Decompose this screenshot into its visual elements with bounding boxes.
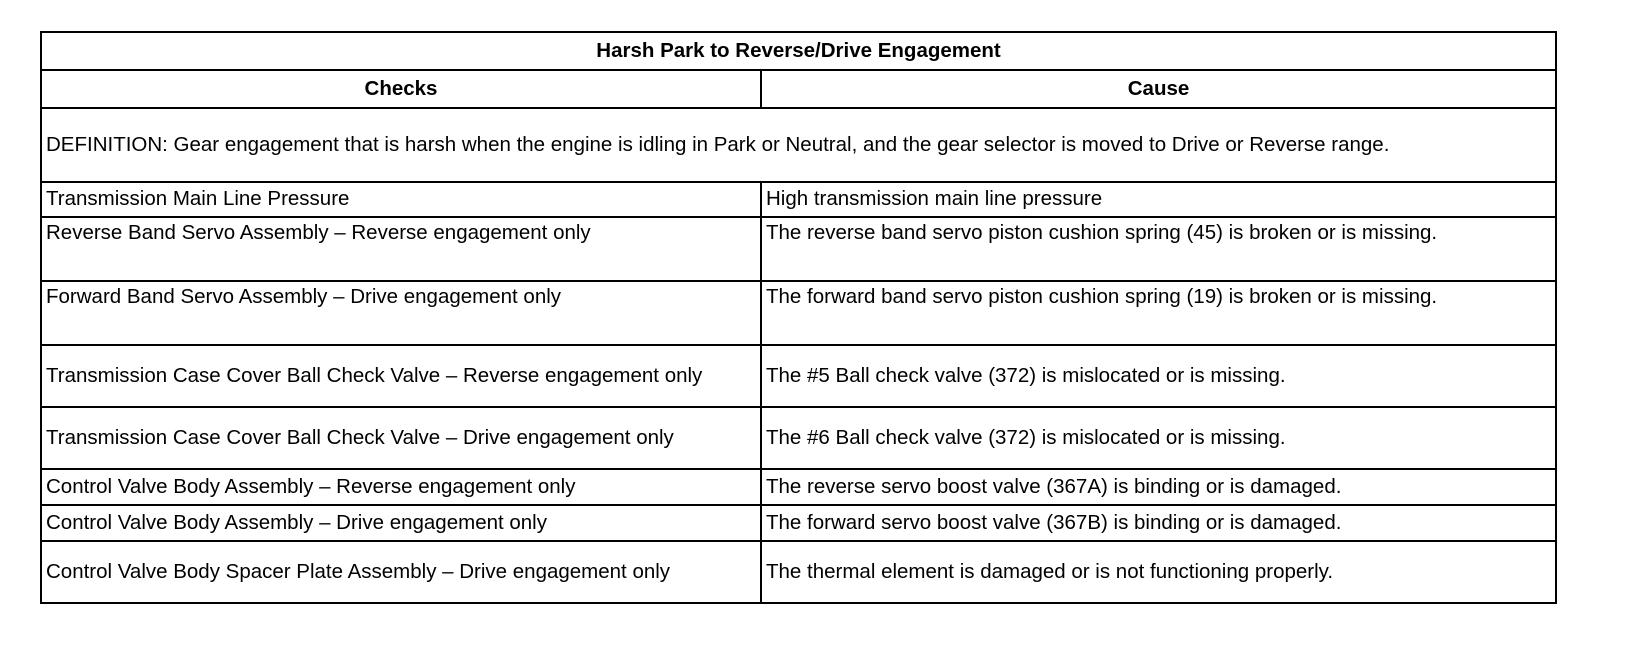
cause-cell: The #5 Ball check valve (372) is mislocated or is missing. xyxy=(761,345,1556,407)
table-row xyxy=(41,407,1556,469)
table-row xyxy=(41,469,1556,505)
table-row xyxy=(41,281,1556,345)
header-row xyxy=(41,70,1556,108)
check-cell: Control Valve Body Assembly – Drive engagement only xyxy=(41,505,761,541)
cause-cell: The thermal element is damaged or is not functioning properly. xyxy=(761,541,1556,603)
table-row xyxy=(41,541,1556,603)
cause-cell: The forward servo boost valve (367B) is binding or is damaged. xyxy=(761,505,1556,541)
cause-header: Cause xyxy=(761,70,1556,108)
table-title: Harsh Park to Reverse/Drive Engagement xyxy=(41,32,1556,70)
check-cell: Control Valve Body Assembly – Reverse engagement only xyxy=(41,469,761,505)
definition-row xyxy=(41,108,1556,182)
check-cell: Transmission Main Line Pressure xyxy=(41,182,761,217)
definition-text: DEFINITION: Gear engagement that is harsh when the engine is idling in Park or Neutral, and the gear selector is moved to Drive or Reverse range. xyxy=(41,108,1556,182)
check-cell: Transmission Case Cover Ball Check Valve – Drive engagement only xyxy=(41,407,761,469)
table-row xyxy=(41,345,1556,407)
table-row xyxy=(41,182,1556,217)
cause-cell: The forward band servo piston cushion spring (19) is broken or is missing. xyxy=(761,281,1556,345)
diagnostic-table xyxy=(40,31,1557,604)
table-row xyxy=(41,217,1556,281)
cause-cell: The #6 Ball check valve (372) is mislocated or is missing. xyxy=(761,407,1556,469)
cause-cell: The reverse band servo piston cushion spring (45) is broken or is missing. xyxy=(761,217,1556,281)
checks-header: Checks xyxy=(41,70,761,108)
check-cell: Transmission Case Cover Ball Check Valve – Reverse engagement only xyxy=(41,345,761,407)
check-cell: Control Valve Body Spacer Plate Assembly – Drive engagement only xyxy=(41,541,761,603)
title-row xyxy=(41,32,1556,70)
cause-cell: The reverse servo boost valve (367A) is binding or is damaged. xyxy=(761,469,1556,505)
table-row xyxy=(41,505,1556,541)
check-cell: Forward Band Servo Assembly – Drive engagement only xyxy=(41,281,761,345)
cause-cell: High transmission main line pressure xyxy=(761,182,1556,217)
check-cell: Reverse Band Servo Assembly – Reverse engagement only xyxy=(41,217,761,281)
